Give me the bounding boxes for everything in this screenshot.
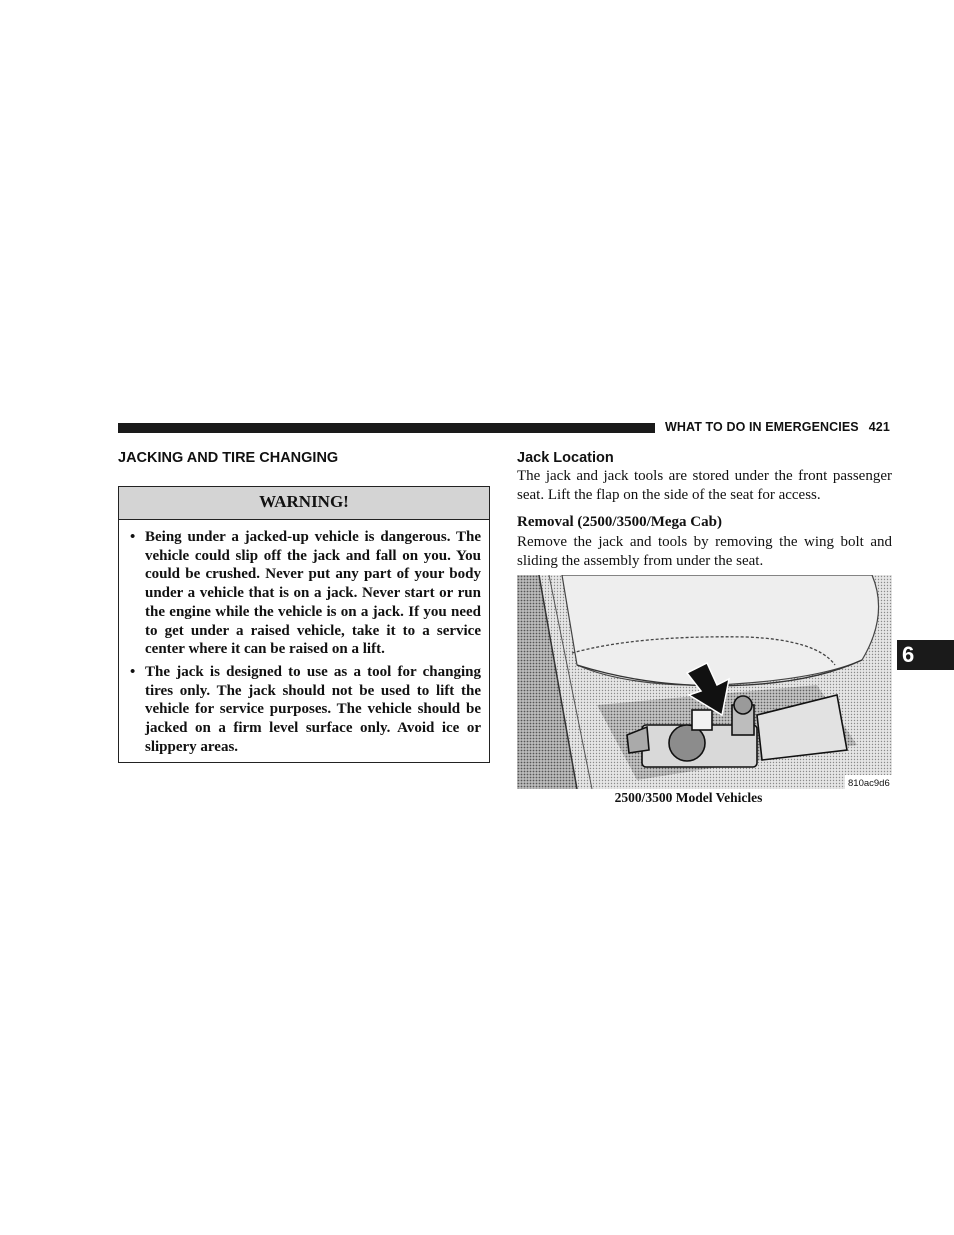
page-number: 421 bbox=[868, 420, 890, 434]
warning-item-text: The jack is designed to use as a tool for changing tires only. The jack should not be used to lift the vehicle for service purposes. The vehicle should be jacked on a firm level surface only. Avoid ice or slippery areas. bbox=[145, 663, 481, 755]
figure-caption: 2500/3500 Model Vehicles bbox=[614, 790, 763, 805]
bullet: • bbox=[130, 529, 136, 545]
warning-item-text: Being under a jacked-up vehicle is dangerous. The vehicle could slip off the jack and fall on you. You could be crushed. Never put any part of your body under a vehicle that is on a jack. Never start or run the engine while the vehicle is on a jack. If you need to get under a raised vehicle, take it to a service center where it can be raised on a lift. bbox=[145, 529, 481, 658]
warning-item bbox=[119, 663, 481, 757]
section-title: JACKING AND TIRE CHANGING bbox=[118, 450, 339, 466]
jack-location-heading: Jack Location bbox=[517, 450, 614, 466]
warning-item bbox=[119, 528, 481, 659]
bullet: • bbox=[130, 663, 136, 680]
running-header bbox=[665, 420, 890, 434]
header-section: WHAT TO DO IN EMERGENCIES bbox=[665, 420, 859, 434]
jack-location-text: The jack and jack tools are stored under the front passenger seat. Lift the flap on the side of the seat for access. bbox=[517, 468, 892, 503]
header-rule bbox=[118, 423, 655, 433]
warning-box bbox=[118, 486, 490, 763]
warning-list bbox=[119, 520, 489, 756]
figure-code: 810ac9d6 bbox=[848, 778, 890, 789]
chapter-tab: 6 bbox=[897, 640, 954, 670]
jack-under-seat-illustration bbox=[517, 575, 892, 789]
removal-heading: Removal (2500/3500/Mega Cab) bbox=[517, 514, 722, 530]
removal-text: Remove the jack and tools by removing the wing bolt and sliding the assembly from under the seat. bbox=[517, 534, 892, 569]
warning-heading: WARNING! bbox=[119, 487, 489, 520]
